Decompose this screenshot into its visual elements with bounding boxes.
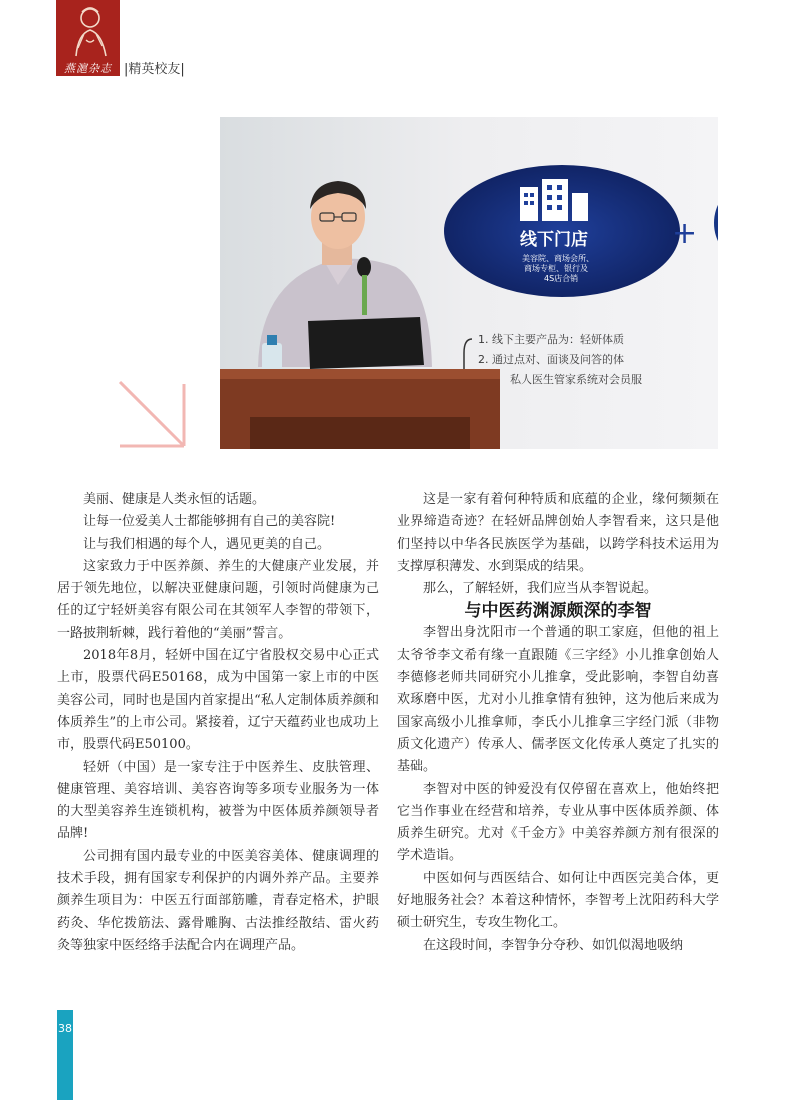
paragraph: 那么，了解轻妍，我们应当从李智说起。 — [423, 581, 658, 597]
left-column — [57, 489, 379, 957]
section-heading: 与中医药渊源颇深的李智 — [464, 601, 652, 622]
screen-list-3: 私人医生管家系统对会员服 — [510, 373, 642, 386]
paragraph: 2018年8月，轻妍中国在辽宁省股权交易中心正式上市，股票代码E50168，成为中国第一家上市的中医美容公司，同时也是国内首家提出“私人定制体质养颜和体质养生”的上市公司。紧接着，辽宁天蕴药业也成功上市，股票代码E50100。 — [57, 648, 379, 753]
screen-list-2: 2. 通过点对、面谈及问答的体 — [478, 353, 624, 366]
scholar-portrait-icon — [56, 0, 120, 64]
screen-list-1: 1. 线下主要产品为：轻妍体质 — [478, 333, 624, 346]
paragraph: 美丽、健康是人类永恒的话题。 — [83, 492, 266, 507]
right-column — [397, 489, 719, 957]
screen-subtitle-2: 商场专柜、银行及 — [524, 264, 588, 273]
paragraph: 这是一家有着何种特质和底蕴的企业，缘何频频在业界缔造奇迹？在轻妍品牌创始人李智看来，这只是他们坚持以中华各民族医学为基础，以跨学科技术运用为支撑厚积薄发、水到渠成的结果。 — [397, 492, 719, 574]
paragraph: 李智对中医的钟爱没有仅停留在喜欢上，他始终把它当作事业在经营和培养，专业从事中医体质养颜、体质养生研究。尤对《千金方》中美容养颜方剂有很深的学术造诣。 — [397, 781, 719, 864]
paragraph: 轻妍（中国）是一家专注于中医养生、皮肤管理、健康管理、美容培训、美容咨询等多项专业服务为一体的大型美容养生连锁机构，被誉为中医体质养颜领导者品牌! — [57, 759, 379, 842]
paragraph: 这家致力于中医养颜、养生的大健康产业发展，并居于领先地位，以解决亚健康问题，引领时尚健康为己任的辽宁轻妍美容有限公司在其领军人李智的带领下，一路披荆斩棘，践行着他的“美丽”誓言。 — [57, 558, 379, 641]
page-number: 38 — [58, 1022, 72, 1035]
screen-subtitle-1: 美容院、商场会所、 — [522, 254, 594, 263]
decorative-arrow-icon — [116, 378, 192, 454]
svg-text:+: + — [672, 216, 698, 251]
screen-subtitle-3: 4S店合销 — [544, 274, 579, 283]
paragraph: 在这段时间，李智争分夺秒、如饥似渴地吸纳 — [423, 937, 684, 953]
paragraph: 让每一位爱美人士都能够拥有自己的美容院! — [83, 514, 336, 530]
magazine-logo — [56, 0, 120, 64]
paragraph: 中医如何与西医结合、如何让中西医完美合体，更好地服务社会？本着这种情怀，李智考上沈阳药科大学硕士研究生，专攻生物化工。 — [397, 870, 719, 931]
speaker-photo — [220, 117, 718, 449]
screen-title: 线下门店 — [520, 230, 588, 250]
section-label: |精英校友| — [124, 62, 185, 77]
paragraph: 让与我们相遇的每个人，遇见更美的自己。 — [83, 536, 331, 552]
paragraph: 公司拥有国内最专业的中医美容美体、健康调理的技术手段，拥有国家专利保护的内调外养产品。主要养颜养生项目为：中医五行面部筋雕，青春定格术，护眼药灸、华佗拨筋法、露骨雕胸、古法推经散结、雷火药灸等独家中医经络手法配合内在调理产品。 — [57, 848, 379, 953]
paragraph: 李智出身沈阳市一个普通的职工家庭，但他的祖上太爷爷李文希有缘一直跟随《三字经》小儿推拿创始人李德修老师共同研究小儿推拿，受此影响，李智自幼喜欢琢磨中医，尤对小儿推拿情有独钟，这为他后来成为国家高级小儿推拿师，李氏小儿推拿三字经门派（非物质文化遗产）传承人、儒孝医文化传承人奠定了扎实的基础。 — [397, 625, 719, 775]
magazine-name: 燕滬杂志 — [64, 62, 112, 75]
